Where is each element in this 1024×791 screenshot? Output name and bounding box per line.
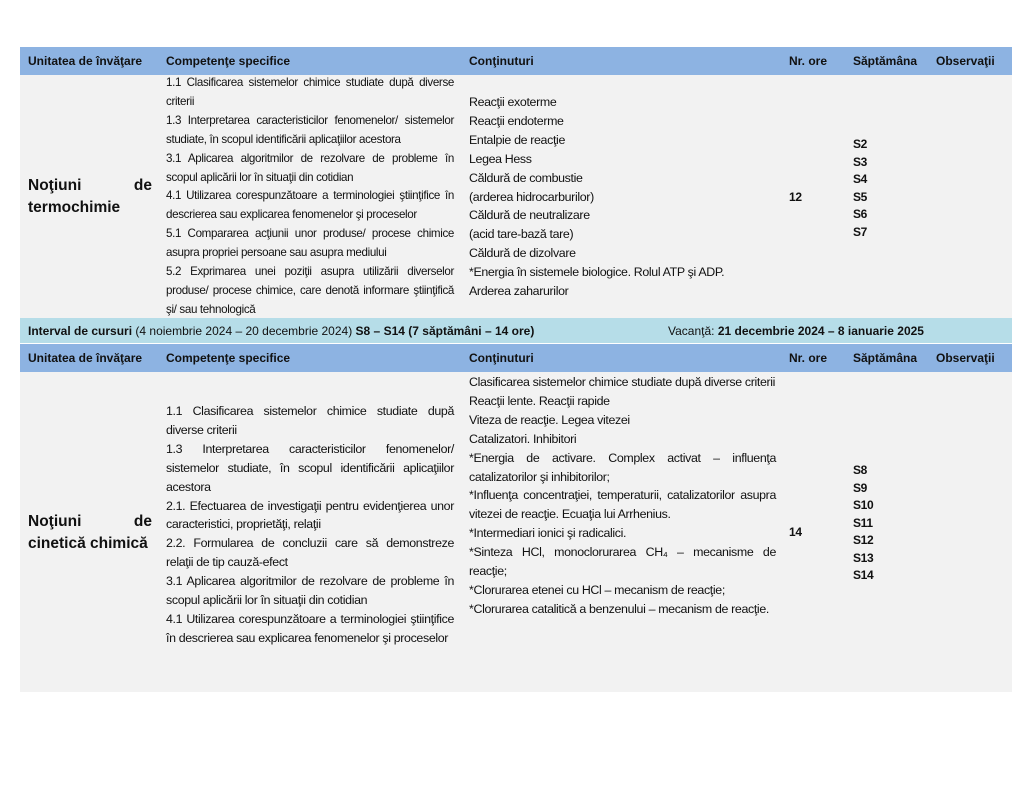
unit-title-line1: Noţiuni de (28, 513, 152, 530)
competenta: 3.1 Aplicarea algoritmilor de rezolvare de probleme în scopul aplicării lor în situaţii din cotidian (166, 574, 454, 608)
saptamani-list (853, 136, 867, 241)
competente-list (166, 402, 454, 648)
header-nr-ore: Nr. ore (789, 54, 828, 68)
competente-list (166, 74, 454, 320)
vacation-info (668, 324, 924, 338)
table-row-termochimie (20, 75, 1012, 318)
header-continuturi: Conţinuturi (469, 351, 534, 365)
competenta: 5.1 Compararea acţiunii unor produse/ procese chimice asupra propriei persoane sau asupra mediului (166, 227, 454, 260)
continut: *Intermediari ionici şi radicalici. (469, 526, 627, 541)
saptamana: S6 (853, 207, 867, 221)
continut: *Clorurarea catalitică a benzenului – mecanism de reacţie. (469, 601, 769, 616)
continut: Căldură de dizolvare (469, 246, 576, 261)
continut: *Energia în sistemele biologice. Rolul ATP şi ADP. (469, 265, 725, 280)
saptamana: S3 (853, 154, 867, 169)
saptamana: S5 (853, 189, 867, 204)
continuturi-list (469, 373, 776, 619)
continut: Legea Hess (469, 151, 532, 166)
interval-dates: (4 noiembrie 2024 – 20 decembrie 2024) (135, 324, 353, 338)
header-nr-ore: Nr. ore (789, 351, 828, 365)
continut: Reacţii exoterme (469, 95, 557, 109)
competenta: 3.1 Aplicarea algoritmilor de rezolvare de probleme în scopul aplicării lor în situaţii din cotidian (166, 151, 454, 184)
unit-title (28, 175, 152, 219)
continut: Reacţii lente. Reacţii rapide (469, 393, 610, 408)
continut: Viteza de reacţie. Legea vitezei (469, 412, 630, 427)
header-continuturi: Conţinuturi (469, 54, 534, 68)
vacation-label: Vacanţă: (668, 324, 715, 338)
interval-info (28, 324, 534, 338)
continut: Căldură de neutralizare (469, 208, 590, 223)
header-unit: Unitatea de învăţare (28, 54, 143, 68)
nr-ore: 14 (789, 525, 802, 539)
interval-weeks: S8 – S14 (355, 324, 405, 338)
header-competente: Competenţe specifice (166, 54, 291, 68)
continut: Catalizatori. Inhibitori (469, 431, 577, 446)
competenta: 2.2. Formularea de concluzii care să demonstreze relaţii de tip cauză-efect (166, 536, 454, 570)
continut: (arderea hidrocarburilor) (469, 189, 594, 204)
unit-title-line1: Noţiuni de (28, 177, 152, 194)
continut: Căldură de combustie (469, 170, 583, 185)
header-unit: Unitatea de învăţare (28, 351, 143, 365)
continut: Reacţii endoterme (469, 113, 564, 128)
saptamana: S4 (853, 172, 867, 186)
competenta: 4.1 Utilizarea corespunzătoare a terminologiei ştiinţifice în descrierea sau explicarea fenomenelor şi proceselor (166, 189, 454, 222)
continut: (acid tare-bază tare) (469, 227, 574, 242)
vacation-dates: 21 decembrie 2024 – 8 ianuarie 2025 (717, 324, 924, 338)
competenta: 1.3 Interpretarea caracteristicilor fenomenelor/ sistemelor studiate, în scopul identificării aplicaţiilor acestora (166, 441, 454, 494)
saptamani-list (853, 462, 873, 585)
saptamana: S13 (853, 550, 874, 565)
continut: *Sinteza HCl, monoclorurarea CH₄ – mecanisme de reacţie; (469, 545, 776, 579)
competenta: 1.1 Clasificarea sistemelor chimice studiate după diverse criterii (166, 404, 454, 437)
saptamana: S11 (853, 515, 873, 530)
continut: *Energia de activare. Complex activat – influenţa catalizatorilor şi inhibitorilor; (469, 450, 776, 484)
nr-ore: 12 (789, 190, 802, 204)
saptamana: S10 (853, 498, 874, 512)
continuturi-list (469, 93, 724, 301)
competenta: 1.1 Clasificarea sistemelor chimice studiate după diverse criterii (166, 76, 454, 108)
interval-summary: (7 săptămâni – 14 ore) (408, 324, 535, 338)
saptamana: S8 (853, 463, 867, 477)
continut: Clasificarea sistemelor chimice studiate după diverse criterii (469, 375, 776, 389)
saptamana: S2 (853, 137, 867, 151)
continut: *Influenţa concentraţiei, temperaturii, catalizatorilor asupra vitezei de reacţie. Ecuaţia lui Arrhenius. (469, 488, 776, 522)
unit-title-line2: cinetică chimică (28, 535, 148, 552)
continut: *Clorurarea etenei cu HCl – mecanism de reacţie; (469, 582, 725, 597)
table-header-1 (20, 47, 1012, 75)
interval-label: Interval de cursuri (28, 324, 133, 338)
continut: Entalpie de reacţie (469, 132, 565, 147)
saptamana: S9 (853, 480, 867, 495)
saptamana: S12 (853, 533, 874, 547)
unit-title-line2: termochimie (28, 199, 121, 216)
interval-row (20, 318, 1012, 343)
header-observatii: Observaţii (936, 54, 995, 68)
competenta: 2.1. Efectuarea de investigaţii pentru evidenţierea unor caracteristici, proprietăţi, relaţii (166, 498, 454, 532)
header-saptamana: Săptămâna (853, 54, 918, 68)
unit-title (28, 511, 152, 555)
header-saptamana: Săptămâna (853, 351, 918, 365)
saptamana: S14 (853, 568, 874, 582)
continut: Arderea zaharurilor (469, 284, 569, 299)
header-observatii: Observaţii (936, 351, 995, 365)
table-header-2 (20, 344, 1012, 372)
table-row-cinetica (20, 372, 1012, 692)
competenta: 5.2 Exprimarea unei poziţii asupra utilizării diverselor produse/ procese chimice, care denotă informare ştiinţifică şi/ sau tehnologică (166, 265, 454, 316)
competenta: 4.1 Utilizarea corespunzătoare a terminologiei ştiinţifice în descrierea sau explicarea fenomenelor şi proceselor (166, 611, 454, 645)
competenta: 1.3 Interpretarea caracteristicilor fenomenelor/ sistemelor studiate, în scopul identificării aplicaţiilor acestora (166, 113, 454, 146)
saptamana: S7 (853, 224, 867, 239)
header-competente: Competenţe specifice (166, 351, 291, 365)
